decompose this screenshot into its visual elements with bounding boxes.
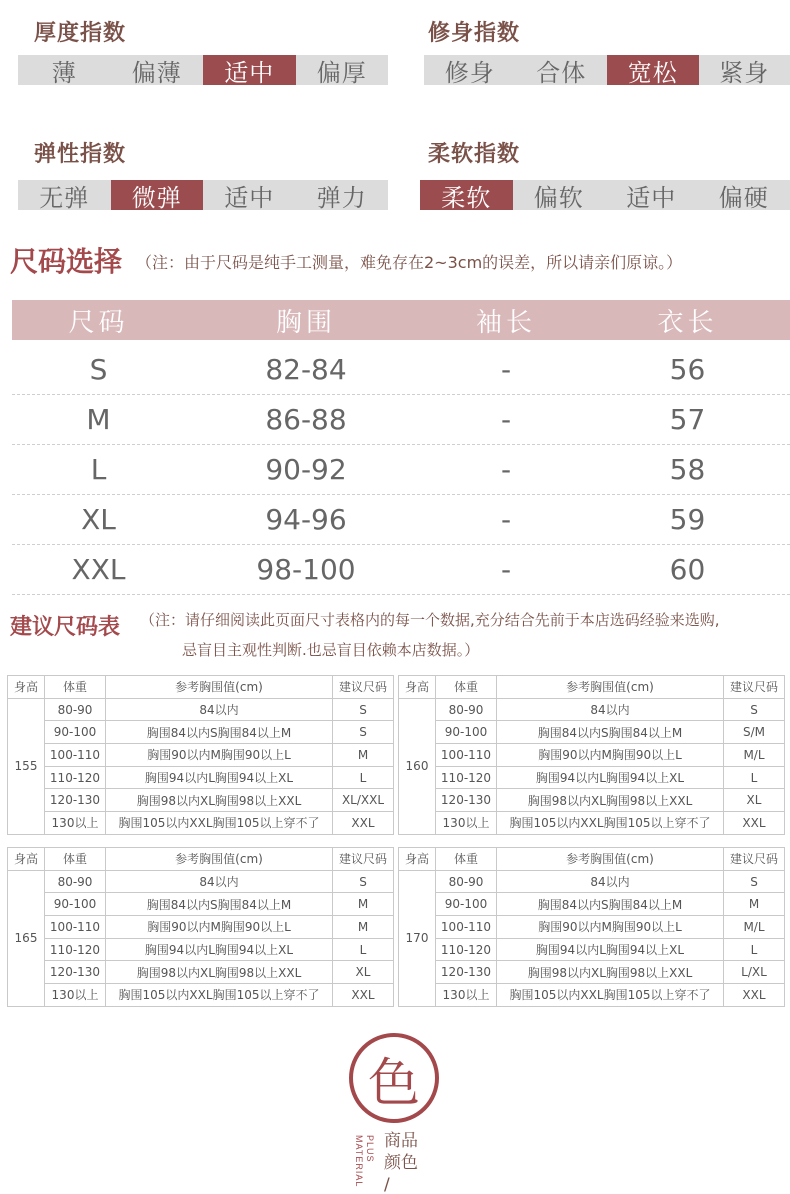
elasticity-option: 适中: [224, 183, 275, 212]
chest-cell: 胸围94以内L胸围94以上XL: [497, 766, 724, 789]
chest-cell: 胸围105以内XXL胸围105以上穿不了: [497, 812, 724, 835]
col-chest: 参考胸围值(cm): [106, 676, 333, 699]
weight-cell: 130以上: [436, 812, 497, 835]
size-row: [12, 545, 790, 595]
col-size: 建议尺码: [333, 848, 394, 871]
chest-cell: 胸围90以内M胸围90以上L: [497, 744, 724, 767]
weight-cell: 80-90: [436, 698, 497, 721]
chest-cell: 胸围90以内M胸围90以上L: [106, 916, 333, 939]
fit-option: 合体: [536, 58, 587, 87]
weight-cell: 90-100: [436, 721, 497, 744]
weight-cell: 120-130: [436, 789, 497, 812]
size-cell: S: [333, 870, 394, 893]
size-cell: M: [333, 893, 394, 916]
weight-cell: 100-110: [436, 744, 497, 767]
softness-index-title: 柔软指数: [428, 142, 521, 167]
length-cell: 60: [669, 553, 706, 586]
recommend-title: 建议尺码表: [10, 615, 121, 640]
size-cell: XXL: [71, 553, 126, 586]
length-cell: 58: [669, 453, 706, 486]
size-row: [12, 345, 790, 395]
chest-cell: 84以内: [497, 870, 724, 893]
weight-cell: 120-130: [436, 961, 497, 984]
weight-cell: 80-90: [436, 870, 497, 893]
weight-cell: 90-100: [436, 893, 497, 916]
size-cell: XL: [333, 961, 394, 984]
col-chest: 参考胸围值(cm): [106, 848, 333, 871]
logo-cn-line-1: 商品: [384, 1131, 418, 1151]
size-cell: XXL: [333, 812, 394, 835]
length-cell: 59: [669, 503, 706, 536]
size-cell: L: [90, 453, 107, 486]
size-cell: M: [333, 744, 394, 767]
size-cell: S: [333, 721, 394, 744]
chest-cell: 胸围98以内XL胸围98以上XXL: [106, 789, 333, 812]
fit-option: 修身: [444, 58, 495, 87]
weight-cell: 130以上: [45, 984, 106, 1007]
size-cell: M: [724, 893, 785, 916]
logo-english-text: PLUS MATERIAL: [354, 1135, 375, 1188]
chest-cell: 胸围84以内S胸围84以上M: [106, 721, 333, 744]
col-weight: 体重: [45, 676, 106, 699]
size-cell: L: [333, 766, 394, 789]
softness-option-selected: 柔软: [420, 180, 513, 210]
chest-cell: 胸围94以内L胸围94以上XL: [106, 938, 333, 961]
weight-cell: 130以上: [436, 984, 497, 1007]
col-chest: 参考胸围值(cm): [497, 676, 724, 699]
col-weight: 体重: [436, 848, 497, 871]
chest-cell: 94-96: [265, 503, 347, 536]
header-length: 衣长: [657, 307, 718, 338]
chest-cell: 84以内: [497, 698, 724, 721]
size-cell: XL: [724, 789, 785, 812]
chest-cell: 胸围98以内XL胸围98以上XXL: [497, 789, 724, 812]
recommend-note-2: 忌盲目主观性判断.也忌盲目依赖本店数据。）: [182, 641, 480, 659]
logo-cn-line-3: /: [384, 1175, 390, 1194]
color-logo-icon: 色: [349, 1033, 439, 1123]
softness-option: 适中: [626, 183, 677, 212]
chest-cell: 98-100: [256, 553, 356, 586]
thickness-option: 薄: [51, 58, 77, 87]
size-row: [12, 445, 790, 495]
height-cell: 165: [8, 870, 45, 1006]
size-cell: S/M: [724, 721, 785, 744]
weight-cell: 120-130: [45, 789, 106, 812]
weight-cell: 100-110: [45, 916, 106, 939]
header-sleeve: 袖长: [475, 307, 536, 338]
size-cell: S: [724, 698, 785, 721]
size-table-header: [12, 300, 790, 340]
weight-cell: 100-110: [45, 744, 106, 767]
chest-cell: 胸围105以内XXL胸围105以上穿不了: [106, 812, 333, 835]
fit-option: 紧身: [719, 58, 770, 87]
weight-cell: 130以上: [45, 812, 106, 835]
size-cell: XXL: [724, 984, 785, 1007]
size-cell: L/XL: [724, 961, 785, 984]
size-cell: M/L: [724, 744, 785, 767]
col-size: 建议尺码: [333, 676, 394, 699]
thickness-option: 偏厚: [316, 58, 367, 87]
chest-cell: 胸围90以内M胸围90以上L: [106, 744, 333, 767]
recommend-table-160: [398, 675, 785, 835]
thickness-option-selected: 适中: [203, 55, 296, 85]
elasticity-index-bar: [18, 180, 388, 210]
size-cell: L: [333, 938, 394, 961]
chest-cell: 84以内: [106, 870, 333, 893]
col-height: 身高: [8, 676, 45, 699]
size-cell: XL: [81, 503, 116, 536]
chest-cell: 胸围105以内XXL胸围105以上穿不了: [106, 984, 333, 1007]
weight-cell: 110-120: [45, 938, 106, 961]
size-cell: S: [333, 698, 394, 721]
softness-index-bar: [420, 180, 790, 210]
recommend-table-170: [398, 847, 785, 1007]
recommend-note-1: （注：请仔细阅读此页面尺寸表格内的每一个数据,充分结合先前于本店选码经验来选购,: [140, 611, 720, 629]
col-height: 身高: [399, 676, 436, 699]
col-weight: 体重: [436, 676, 497, 699]
weight-cell: 120-130: [45, 961, 106, 984]
logo-chinese-text: [384, 1130, 418, 1194]
sleeve-cell: -: [500, 403, 512, 436]
chest-cell: 86-88: [265, 403, 347, 436]
sleeve-cell: -: [500, 553, 512, 586]
col-size: 建议尺码: [724, 676, 785, 699]
weight-cell: 110-120: [436, 938, 497, 961]
chest-cell: 胸围105以内XXL胸围105以上穿不了: [497, 984, 724, 1007]
size-cell: S: [724, 870, 785, 893]
fit-index-title: 修身指数: [428, 21, 521, 46]
chest-cell: 胸围84以内S胸围84以上M: [497, 721, 724, 744]
thickness-index-title: 厚度指数: [34, 21, 127, 46]
softness-option: 偏硬: [718, 183, 769, 212]
height-cell: 170: [399, 870, 436, 1006]
elasticity-index-title: 弹性指数: [34, 142, 127, 167]
softness-option: 偏软: [533, 183, 584, 212]
sleeve-cell: -: [500, 503, 512, 536]
elasticity-option: 无弹: [39, 183, 90, 212]
size-row: [12, 495, 790, 545]
col-height: 身高: [8, 848, 45, 871]
size-cell: M: [86, 403, 111, 436]
weight-cell: 110-120: [45, 766, 106, 789]
size-cell: S: [89, 353, 108, 386]
size-cell: M: [333, 916, 394, 939]
chest-cell: 胸围94以内L胸围94以上XL: [106, 766, 333, 789]
header-chest: 胸围: [275, 307, 336, 338]
recommend-table-155: [7, 675, 394, 835]
chest-cell: 84以内: [106, 698, 333, 721]
size-cell: L: [724, 938, 785, 961]
col-size: 建议尺码: [724, 848, 785, 871]
weight-cell: 80-90: [45, 698, 106, 721]
size-cell: XXL: [333, 984, 394, 1007]
thickness-option: 偏薄: [131, 58, 182, 87]
sleeve-cell: -: [500, 353, 512, 386]
height-cell: 160: [399, 698, 436, 834]
size-select-note: （注：由于尺码是纯手工测量，难免存在2~3cm的误差，所以请亲们原谅。）: [136, 253, 683, 272]
fit-option-selected: 宽松: [607, 55, 699, 85]
size-cell: L: [724, 766, 785, 789]
chest-cell: 胸围90以内M胸围90以上L: [497, 916, 724, 939]
col-chest: 参考胸围值(cm): [497, 848, 724, 871]
size-cell: M/L: [724, 916, 785, 939]
recommend-table-165: [7, 847, 394, 1007]
height-cell: 155: [8, 698, 45, 834]
elasticity-option-selected: 微弹: [111, 180, 204, 210]
size-cell: XXL: [724, 812, 785, 835]
chest-cell: 胸围98以内XL胸围98以上XXL: [106, 961, 333, 984]
weight-cell: 90-100: [45, 721, 106, 744]
weight-cell: 110-120: [436, 766, 497, 789]
chest-cell: 胸围98以内XL胸围98以上XXL: [497, 961, 724, 984]
weight-cell: 90-100: [45, 893, 106, 916]
chest-cell: 胸围84以内S胸围84以上M: [106, 893, 333, 916]
chest-cell: 82-84: [265, 353, 347, 386]
col-weight: 体重: [45, 848, 106, 871]
weight-cell: 100-110: [436, 916, 497, 939]
elasticity-option: 弹力: [316, 183, 367, 212]
chest-cell: 胸围84以内S胸围84以上M: [497, 893, 724, 916]
length-cell: 57: [669, 403, 706, 436]
chest-cell: 胸围94以内L胸围94以上XL: [497, 938, 724, 961]
size-row: [12, 395, 790, 445]
thickness-index-bar: [18, 55, 388, 85]
size-cell: XL/XXL: [333, 789, 394, 812]
sleeve-cell: -: [500, 453, 512, 486]
col-height: 身高: [399, 848, 436, 871]
length-cell: 56: [669, 353, 706, 386]
size-select-title: 尺码选择: [10, 245, 123, 278]
weight-cell: 80-90: [45, 870, 106, 893]
header-size: 尺码: [68, 307, 129, 338]
logo-cn-line-2: 颜色: [384, 1153, 418, 1173]
chest-cell: 90-92: [265, 453, 347, 486]
fit-index-bar: [424, 55, 790, 85]
